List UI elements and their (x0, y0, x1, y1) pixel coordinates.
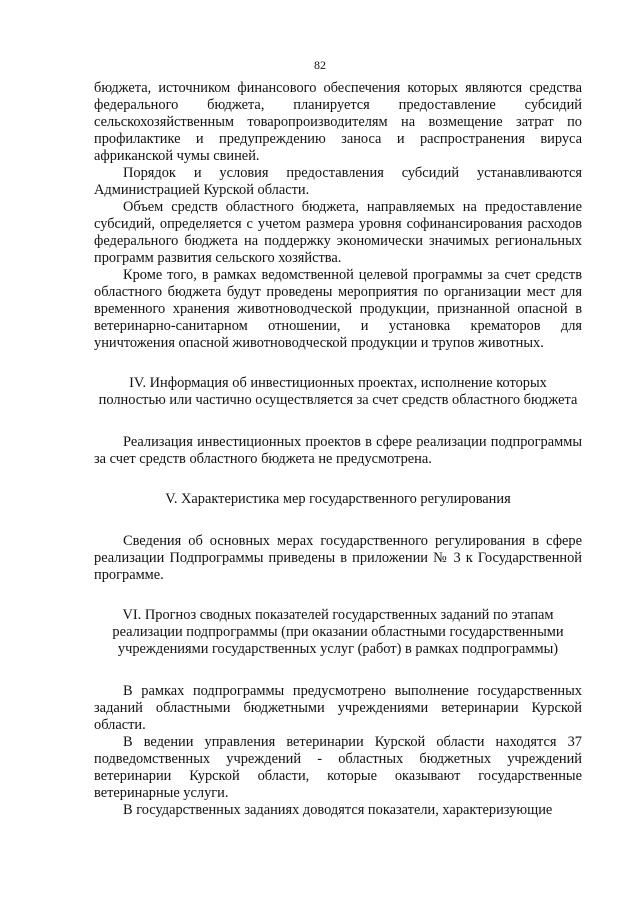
paragraph-investment-projects: Реализация инвестиционных проектов в сфере реализации подпрограммы за счет средств областного бюджета не предусмотрена. (94, 434, 582, 467)
page-number: 82 (314, 58, 326, 72)
section-heading-state-assignments: VI. Прогноз сводных показателей государственных заданий по этапам реализации подпрограммы (при оказании областными государственными учреждениями государственных услуг (работ) в рамках подпрограммы) (112, 607, 564, 657)
paragraph-continuation: бюджета, источником финансового обеспечения которых являются средства федерального бюджета, планируется предоставление субсидий сельскохозяйственным товаропроизводителям на возмещение затрат по профилактике и предупреждению заноса и распространения вируса африканской чумы свиней. (94, 80, 582, 164)
section-heading-investment-projects: IV. Информация об инвестиционных проектах, исполнение которых полностью или частично осуществляется за счет средств областного бюджета (98, 375, 578, 408)
paragraph-state-assignments-2: В ведении управления ветеринарии Курской области находятся 37 подведомственных учреждений - областных бюджетных учреждений ветеринарии Курской области, которые оказывают государственные ветеринарные услуги. (94, 734, 582, 801)
section-heading-state-regulation: V. Характеристика мер государственного регулирования (165, 491, 511, 507)
paragraph-subsidy-procedure: Порядок и условия предоставления субсидий устанавливаются Администрацией Курской области. (94, 165, 582, 198)
paragraph-additional-measures: Кроме того, в рамках ведомственной целевой программы за счет средств областного бюджета будут проведены мероприятия по организации мест для временного хранения животноводческой продукции, признанной опасной в ветеринарно-санитарном отношении, и установка крематоров для уничтожения опасной животноводческой продукции и трупов животных. (94, 267, 582, 351)
document-content (94, 80, 582, 819)
paragraph-state-assignments-1: В рамках подпрограммы предусмотрено выполнение государственных заданий областными бюджетными учреждениями ветеринарии Курской области. (94, 683, 582, 733)
paragraph-state-assignments-3: В государственных заданиях доводятся показатели, характеризующие (123, 802, 553, 818)
paragraph-state-regulation: Сведения об основных мерах государственного регулирования в сфере реализации Подпрограммы приведены в приложении № 3 к Государственной программе. (94, 533, 582, 583)
paragraph-budget-volume: Объем средств областного бюджета, направляемых на предоставление субсидий, определяется с учетом размера уровня софинансирования расходов федерального бюджета на поддержку экономически значимых региональных программ развития сельского хозяйства. (94, 199, 582, 266)
